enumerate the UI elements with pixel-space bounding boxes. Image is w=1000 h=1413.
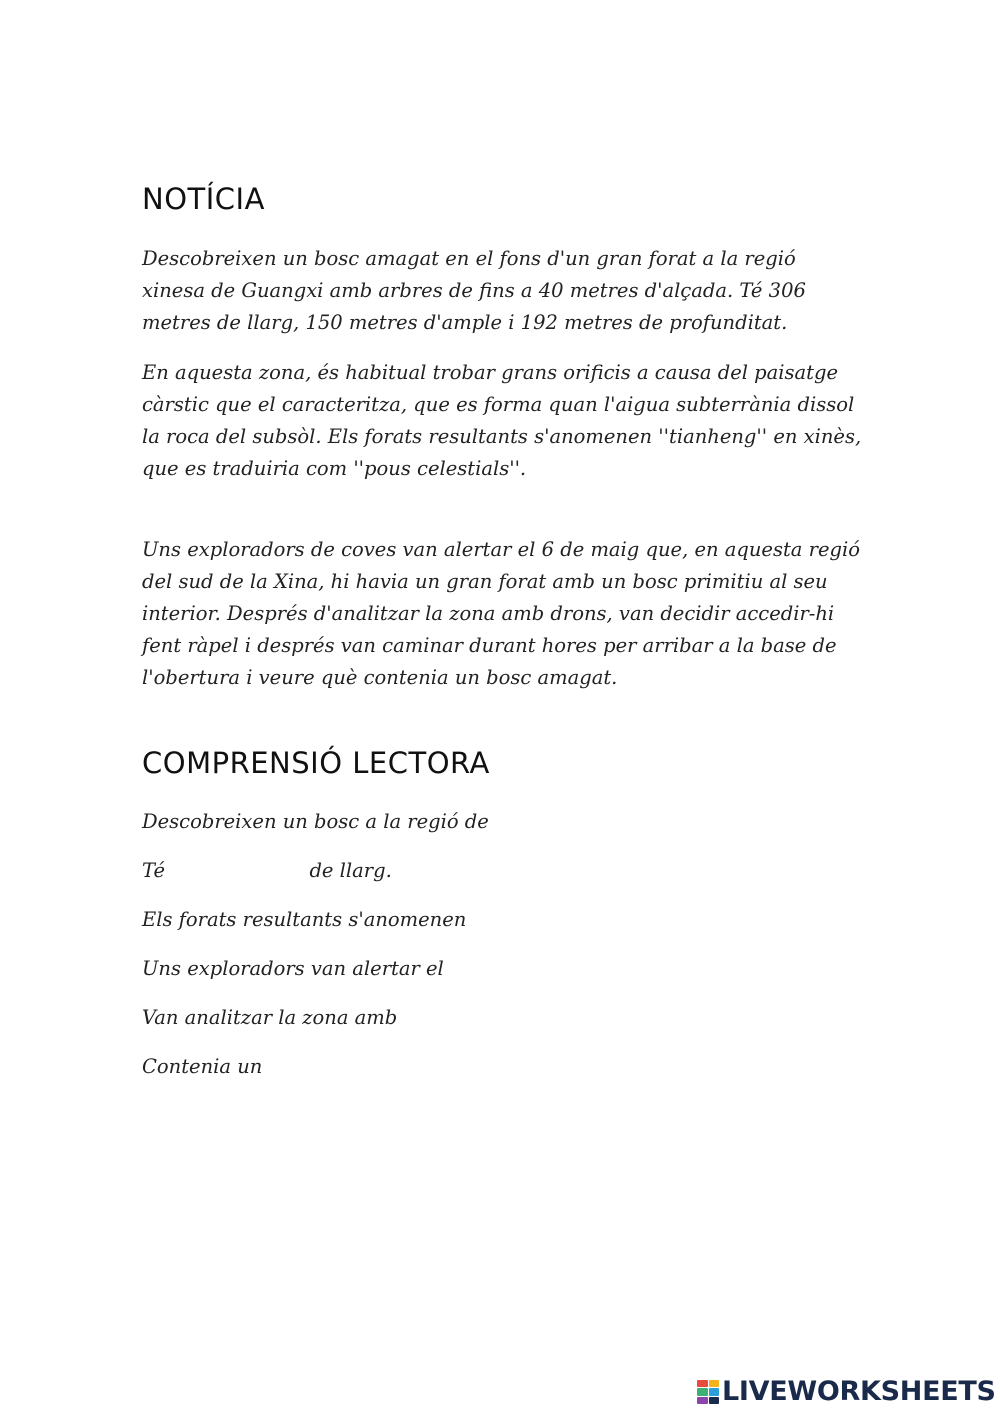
answer-2-input[interactable] (175, 860, 299, 884)
question-6-text: Contenia un (142, 1055, 263, 1078)
question-2-text-before: Té (142, 859, 166, 882)
answer-4-input[interactable] (454, 958, 754, 982)
question-1-text: Descobreixen un bosc a la regió de (142, 810, 489, 833)
question-2-text-after: de llarg. (309, 859, 392, 882)
question-6 (142, 1053, 577, 1081)
news-paragraph-1: Descobreixen un bosc amagat en el fons d'un gran forat a la regió xinesa de Guangxi amb arbres de fins a 40 metres d'alçada. Té 306 metres de llarg, 150 metres d'ample i 192 metres de profunditat. (142, 247, 806, 334)
answer-3-input[interactable] (477, 909, 777, 933)
answer-1-input[interactable] (499, 811, 799, 835)
question-4 (142, 955, 758, 983)
liveworksheets-logo-icon (697, 1380, 719, 1404)
question-2 (142, 857, 392, 885)
question-1 (142, 808, 803, 836)
answer-5-input[interactable] (407, 1007, 707, 1031)
question-3-text: Els forats resultants s'anomenen (142, 908, 467, 931)
heading-noticia: NOTÍCIA (142, 182, 265, 216)
question-5 (142, 1004, 711, 1032)
news-paragraph-3: Uns exploradors de coves van alertar el 6 de maig que, en aquesta regió del sud de la Xina, hi havia un gran forat amb un bosc primitiu al seu interior. Després d'analitzar la zona amb drons, van decidir accedir-hi fent ràpel i després van caminar durant hores per arribar a la base de l'obertura i veure què contenia un bosc amagat. (142, 538, 860, 689)
answer-6-input[interactable] (273, 1056, 573, 1080)
liveworksheets-logo-text: LIVEWORKSHEETS (722, 1376, 996, 1407)
news-paragraph-2: En aquesta zona, és habitual trobar grans orificis a causa del paisatge càrstic que el caracteritza, que es forma quan l'aigua subterrània dissol la roca del subsòl. Els forats resultants s'anomenen ''tianheng'' en xinès, que es traduiria com ''pous celestials''. (142, 361, 862, 480)
question-5-text: Van analitzar la zona amb (142, 1006, 398, 1029)
heading-comprensio-lectora: COMPRENSIÓ LECTORA (142, 746, 490, 780)
question-3 (142, 906, 781, 934)
liveworksheets-logo (697, 1376, 996, 1407)
question-4-text: Uns exploradors van alertar el (142, 957, 444, 980)
